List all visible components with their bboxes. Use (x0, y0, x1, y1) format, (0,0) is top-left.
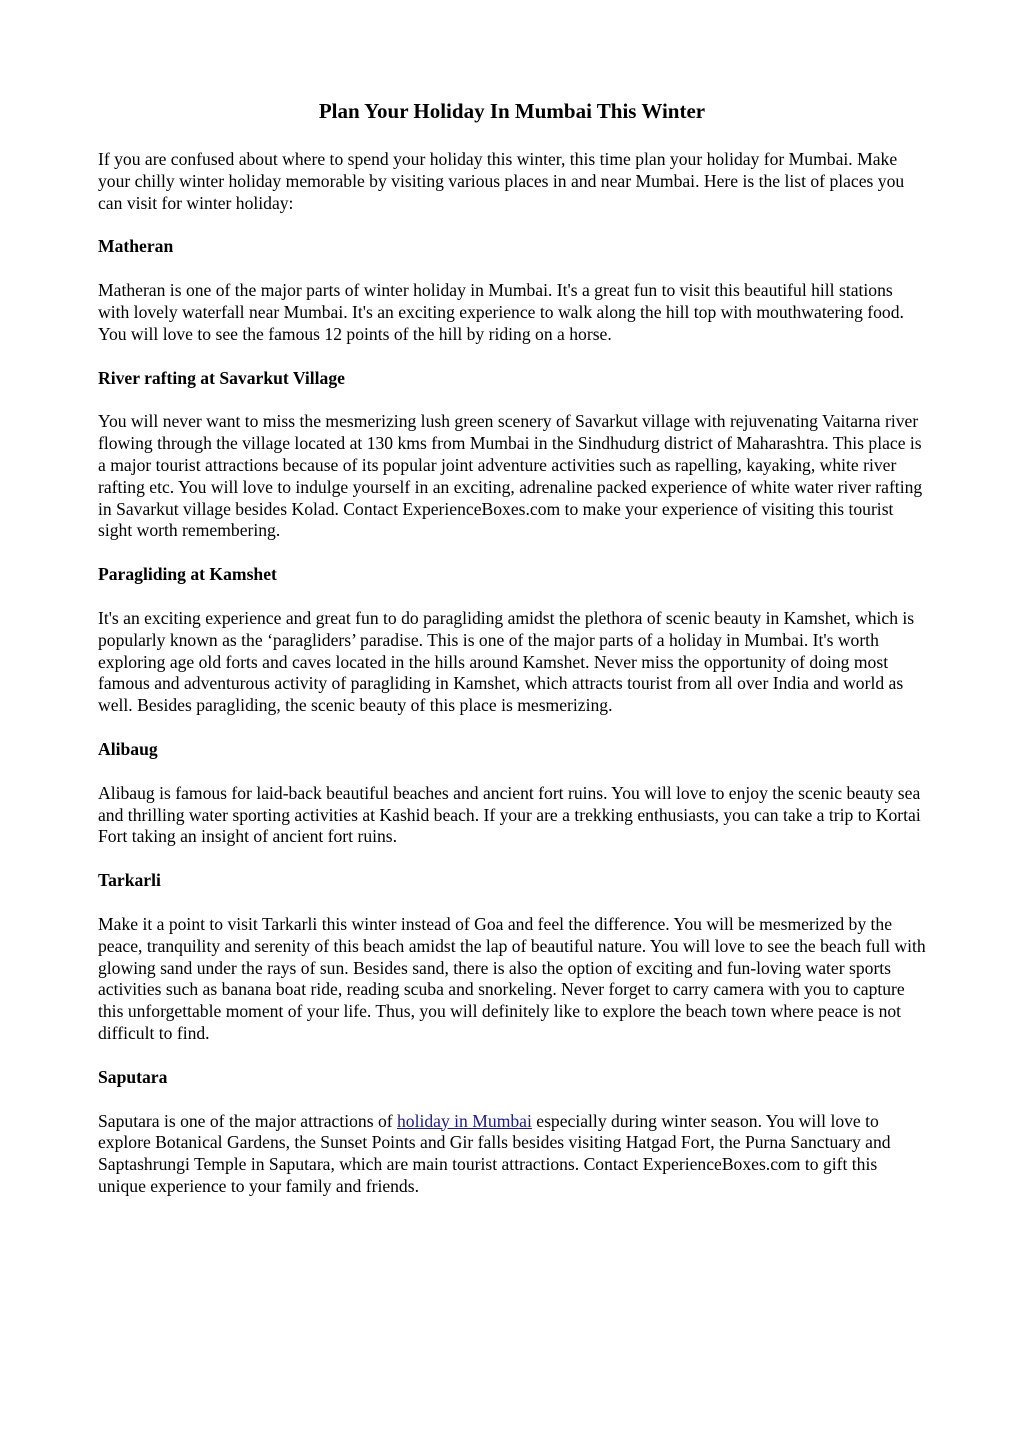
section-body-paragliding: It's an exciting experience and great fun to do paragliding amidst the plethora of scenic beauty in Kamshet, which is popularly known as the ‘paragliders’ paradise. This is one of the major parts of a holiday in Mumbai. It's worth exploring age old forts and caves located in the hills around Kamshet. Never miss the opportunity of doing most famous and adventurous activity of paragliding in Kamshet, which attracts tourist from all over India and world as well. Besides paragliding, the scenic beauty of this place is mesmerizing. (98, 607, 915, 716)
intro-paragraph: If you are confused about where to spend your holiday this winter, this time plan your holiday for Mumbai. Make your chilly winter holiday memorable by visiting various places in and near Mumbai. Here is the list of places you can visit for winter holiday: (98, 149, 905, 213)
section-heading-saputara: Saputara (98, 1066, 168, 1087)
saputara-text-before-link: Saputara is one of the major attractions of (98, 1110, 397, 1131)
section-heading-matheran: Matheran (98, 236, 174, 257)
holiday-in-mumbai-link[interactable]: holiday in Mumbai (397, 1110, 532, 1131)
section-body-alibaug: Alibaug is famous for laid-back beautiful beaches and ancient fort ruins. You will love to enjoy the scenic beauty sea and thrilling water sporting activities at Kashid beach. If your are a trekking enthusiasts, you can take a trip to Kortai Fort taking an insight of ancient fort ruins. (98, 782, 921, 847)
saputara-text-after-link: especially during winter season. You will love to explore Botanical Gardens, the Sunset Points and Gir falls besides visiting Hatgad Fort, the Purna Sanctuary and Saptashrungi Temple in Saputara, which are main tourist attractions. Contact ExperienceBoxes.com to gift this unique experience to your family and friends. (98, 1110, 891, 1196)
section-heading-alibaug: Alibaug (98, 738, 158, 759)
section-heading-tarkarli: Tarkarli (98, 870, 161, 891)
page-title: Plan Your Holiday In Mumbai This Winter (318, 99, 706, 123)
section-body-saputara (98, 1111, 926, 1198)
section-body-river-rafting: You will never want to miss the mesmerizing lush green scenery of Savarkut village with rejuvenating Vaitarna river flowing through the village located at 130 kms from Mumbai in the Sindhudurg district of Maharashtra. This place is a major tourist attractions because of its popular joint adventure activities such as rapelling, kayaking, white river rafting etc. You will love to indulge yourself in an exciting, adrenaline packed experience of white water river rafting in Savarkut village besides Kolad. Contact ExperienceBoxes.com to make your experience of visiting this tourist sight worth remembering. (98, 411, 923, 541)
section-heading-paragliding: Paragliding at Kamshet (98, 564, 277, 585)
section-heading-river-rafting: River rafting at Savarkut Village (98, 367, 345, 388)
section-body-tarkarli: Make it a point to visit Tarkarli this winter instead of Goa and feel the difference. You will be mesmerized by the peace, tranquility and serenity of this beach amidst the lap of beautiful nature. You will love to see the beach full with glowing sand under the rays of sun. Besides sand, there is also the option of exciting and fun-loving water sports activities such as banana boat ride, reading scuba and snorkeling. Never forget to carry camera with you to capture this unforgettable moment of your life. Thus, you will definitely like to explore the beach town where peace is not difficult to find. (98, 913, 926, 1043)
section-body-matheran: Matheran is one of the major parts of winter holiday in Mumbai. It's a great fun to visit this beautiful hill stations with lovely waterfall near Mumbai. It's an exciting experience to walk along the hill top with mouthwatering food. You will love to see the famous 12 points of the hill by riding on a horse. (98, 280, 904, 344)
